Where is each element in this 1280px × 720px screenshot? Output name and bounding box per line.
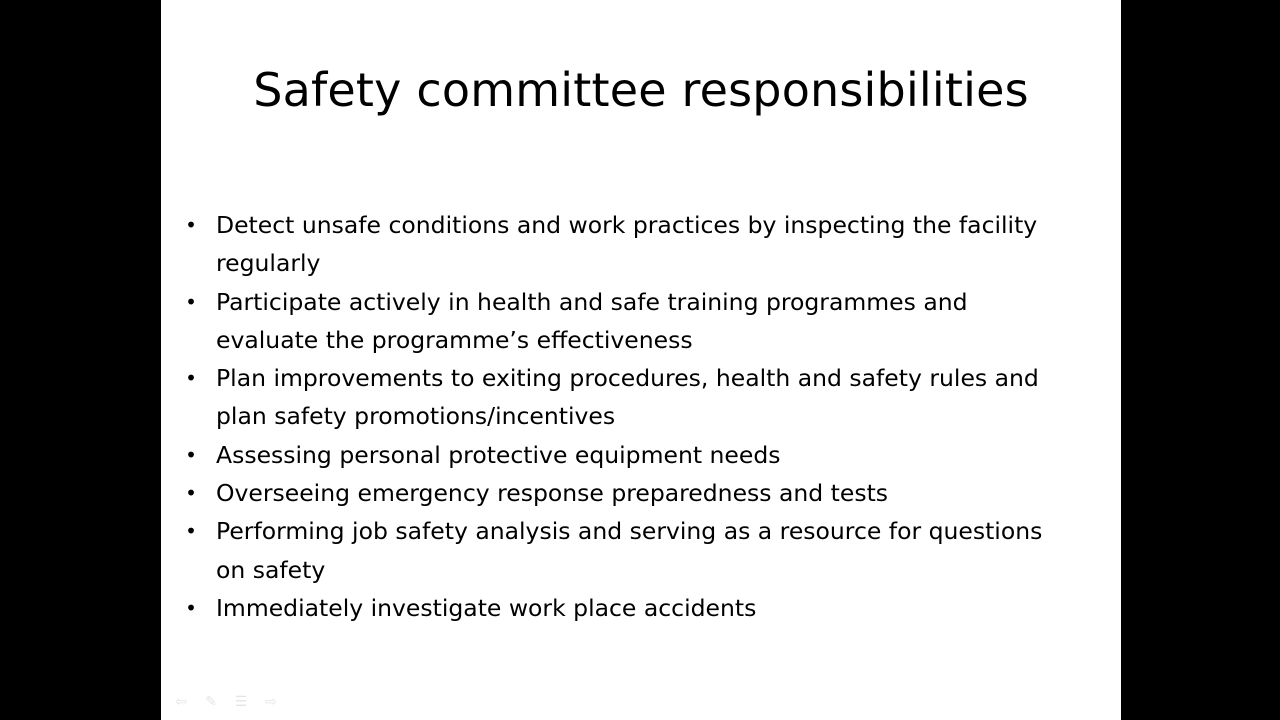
- bullet-text: Assessing personal protective equipment needs: [216, 440, 781, 469]
- bullet-dot: •: [185, 366, 197, 391]
- bullet-dot: •: [185, 519, 197, 544]
- bullet-item: [185, 589, 1065, 627]
- bullet-item: [185, 206, 1065, 283]
- bullet-list: [185, 206, 1065, 627]
- bullet-text: Detect unsafe conditions and work practices by inspecting the facility regularly: [216, 211, 1038, 278]
- bullet-text: Overseeing emergency response preparedness and tests: [216, 479, 889, 508]
- bullet-item: [185, 359, 1065, 436]
- previous-arrow-icon[interactable]: ⇦: [175, 694, 187, 710]
- menu-icon[interactable]: ☰: [234, 694, 248, 710]
- bullet-dot: •: [185, 213, 197, 237]
- slide-title: Safety committee responsibilities: [253, 63, 1029, 117]
- bullet-dot: •: [185, 595, 197, 620]
- bullet-text: Immediately investigate work place accidents: [216, 593, 757, 622]
- next-arrow-icon[interactable]: ⇨: [265, 694, 277, 710]
- pen-icon[interactable]: ✎: [205, 694, 217, 710]
- bullet-text: Performing job safety analysis and serving as a resource for questions on safety: [216, 517, 1043, 584]
- bullet-dot: •: [185, 289, 197, 314]
- bullet-text: Plan improvements to exiting procedures, health and safety rules and plan safety promotions/incentives: [216, 364, 1039, 431]
- bullet-dot: •: [185, 442, 197, 467]
- bullet-item: [185, 474, 1065, 512]
- bullet-item: [185, 436, 1065, 474]
- bullet-item: [185, 283, 1065, 360]
- slide: [161, 0, 1121, 720]
- slideshow-controls: [171, 694, 281, 710]
- bullet-text: Participate actively in health and safe training programmes and evaluate the programme’s effectiveness: [216, 287, 968, 354]
- bullet-item: [185, 512, 1065, 589]
- bullet-dot: •: [185, 481, 197, 506]
